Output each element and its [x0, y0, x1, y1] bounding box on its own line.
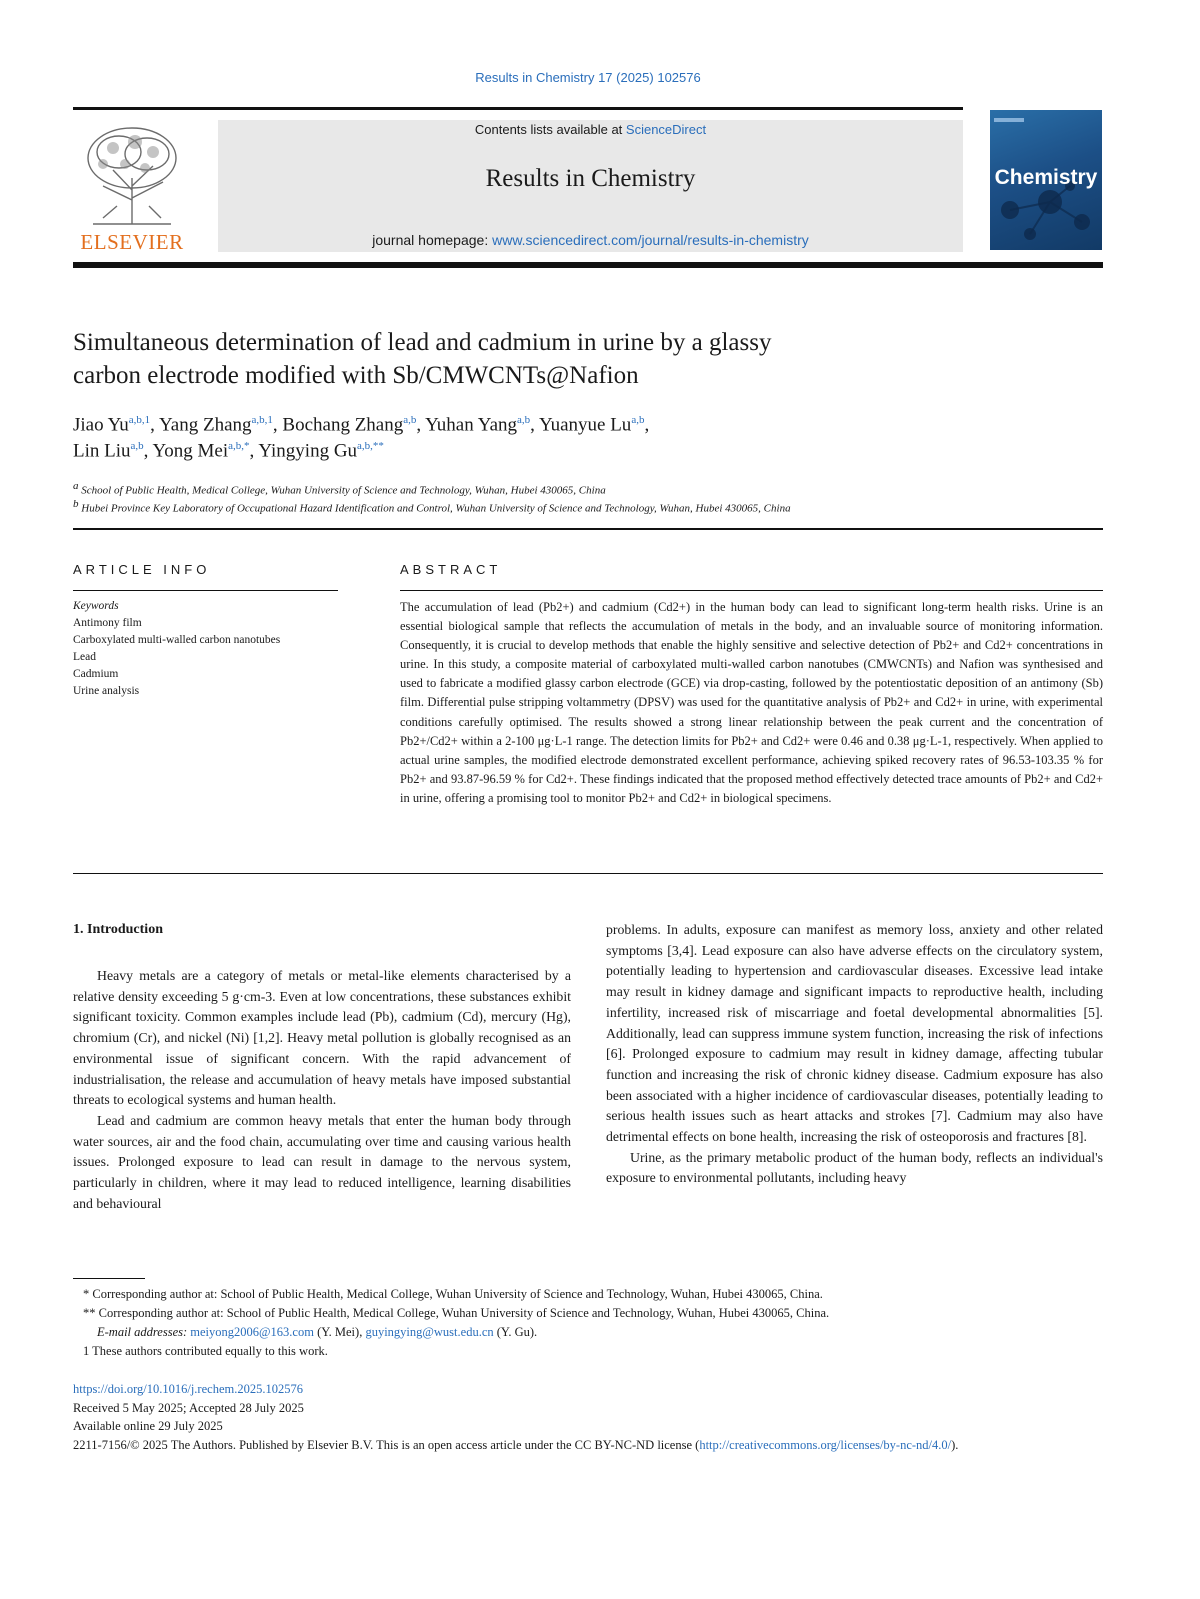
keyword-item: Cadmium — [73, 668, 119, 680]
sciencedirect-link[interactable]: ScienceDirect — [625, 122, 707, 137]
journal-homepage-link[interactable]: www.sciencedirect.com/journal/results-in-chemistry — [492, 232, 809, 248]
received-dates: Received 5 May 2025; Accepted 28 July 2025 — [73, 1400, 304, 1415]
intro-paragraph: problems. In adults, exposure can manifest as memory loss, anxiety and other related symptoms [3,4]. Lead exposure can also have adverse effects on the circulatory system, potentially leading to hypertension and cardiovascular diseases. Excessive lead intake may result in kidney damage and significant impacts to reproductive health, including infertility, increased risk of miscarriage and foetal developmental abnormalities [5]. Additionally, lead can suppress immune system function, increasing the risk of infections [6]. Prolonged exposure to cadmium may result in kidney damage, affecting tubular function and increasing the risk of chronic kidney disease. Cadmium exposure has also been associated with a higher incidence of cardiovascular diseases, potentially leading to serious health issues such as heart attacks and strokes [7]. Cadmium may also have detrimental effects on bone health, increasing the risk of osteoporosis and fractures [8]. — [606, 922, 1103, 1145]
keywords-list — [73, 598, 338, 700]
contents-line — [218, 122, 963, 137]
keywords-label: Keywords — [73, 600, 119, 612]
author-separator: , — [150, 414, 159, 436]
title-line-2: carbon electrode modified with Sb/CMWCNTs@Nafion — [73, 362, 639, 389]
author-name[interactable]: Bochang Zhang — [282, 414, 404, 436]
affiliation-mark: a — [73, 480, 79, 492]
abstract-text: The accumulation of lead (Pb2+) and cadmium (Cd2+) in the human body can lead to significant long-term health risks. Urine is an essential biological sample that reflects the accumulation of metals in the body, and an invaluable source of monitoring information. Consequently, it is crucial to develop methods that enable the highly sensitive and selective detection of Pb2+ and Cd2+ concentrations in urine. In this study, a composite material of carboxylated multi-walled carbon nanotubes (CMWCNTs) and Nafion was synthesised and used to fabricate a modified glassy carbon electrode (GCE) via drop-casting, followed by the potentiostatic deposition of an antimony (Sb) film. Differential pulse stripping voltammetry (DPSV) was used for the quantitative analysis of Pb2+ and Cd2+ in urine, with experimental conditions carefully optimised. The results showed a strong linear relationship between the peak current and the concentration of Pb2+/Cd2+ within a 2-100 μg·L-1 range. The detection limits for Pb2+ and Cd2+ were 0.46 and 0.38 μg·L-1, respectively. When applied to actual urine samples, the modified electrode demonstrated excellent performance, achieving spiked recovery rates of 96.53-103.35 % for Pb2+ and 93.87-96.59 % for Cd2+. These findings indicated that the proposed method effectively detected trace amounts of Pb2+ and Cd2+ in urine, offering a promising tool to monitor Pb2+ and Cd2+ in biological specimens. — [400, 600, 1103, 805]
elsevier-wordmark[interactable]: ELSEVIER — [80, 230, 184, 254]
doi-link[interactable]: https://doi.org/10.1016/j.rechem.2025.102576 — [73, 1382, 303, 1396]
footnotes — [73, 1285, 1103, 1361]
license-text — [73, 1436, 1103, 1455]
title-line-1: Simultaneous determination of lead and cadmium in urine by a glassy — [73, 329, 772, 356]
email-owner-mei: (Y. Mei), — [317, 1325, 363, 1339]
author-affiliation-mark[interactable]: a,b — [130, 440, 144, 452]
license-prefix: 2211-7156/© 2025 The Authors. Published by Elsevier B.V. This is an open access article under the CC BY-NC-ND license ( — [73, 1437, 700, 1452]
footnote-rule — [73, 1278, 145, 1279]
author-affiliation-mark[interactable]: a,b,* — [228, 440, 250, 452]
email-label: E-mail addresses: — [97, 1325, 188, 1339]
author-name[interactable]: Yuhan Yang — [425, 414, 518, 436]
keyword-item: Antimony film — [73, 617, 142, 629]
author-affiliation-mark[interactable]: a,b,1 — [251, 414, 273, 426]
introduction-right-column — [606, 920, 1103, 1189]
author-separator: , — [416, 414, 426, 436]
homepage-line — [218, 232, 963, 248]
license-link[interactable]: http://creativecommons.org/licenses/by-nc-nd/4.0/ — [699, 1437, 952, 1452]
license-suffix: ). — [951, 1437, 959, 1452]
introduction-heading: 1. Introduction — [73, 922, 163, 937]
author-name[interactable]: Yong Mei — [152, 440, 229, 462]
affiliation-mark: b — [73, 498, 79, 510]
author-name[interactable]: Jiao Yu — [73, 414, 129, 436]
authors-line-1 — [73, 414, 649, 436]
affiliation-b — [73, 498, 791, 515]
abstract-rule — [400, 590, 1103, 591]
author-affiliation-mark[interactable]: a,b — [517, 414, 531, 426]
corresponding-author-2: ** Corresponding author at: School of Public Health, Medical College, Wuhan University of Science and Technology, Wuhan, Hubei 430065, China. — [83, 1306, 830, 1320]
author-separator: , — [644, 414, 650, 436]
author-affiliation-mark[interactable]: a,b,** — [357, 440, 384, 452]
intro-paragraph: Urine, as the primary metabolic product of the human body, reflects an individual's exposure to environmental pollutants, including heavy — [606, 1149, 1103, 1186]
author-affiliation-mark[interactable]: a,b,1 — [128, 414, 151, 426]
corresponding-author-1: * Corresponding author at: School of Public Health, Medical College, Wuhan University of Science and Technology, Wuhan, Hubei 430065, China. — [83, 1287, 823, 1301]
cover-title: Chemistry — [994, 166, 1098, 189]
intro-paragraph: Lead and cadmium are common heavy metals that enter the human body through water sources, air and the food chain, accumulating over time and causing various health issues. Prolonged exposure to lead can result in damage to the nervous system, particularly in children, where it may lead to reduced intelligence, learning disabilities and behavioural — [73, 1112, 571, 1211]
email-line — [73, 1323, 1103, 1342]
article-info-heading: ARTICLE INFO — [73, 562, 211, 577]
header-rule-bottom — [73, 262, 1103, 268]
abstract-heading: ABSTRACT — [400, 562, 502, 577]
article-title — [73, 326, 973, 392]
journal-citation[interactable]: Results in Chemistry 17 (2025) 102576 — [475, 70, 701, 85]
author-name[interactable]: Yuanyue Lu — [538, 414, 632, 436]
abstract-bottom-rule — [73, 873, 1103, 874]
available-online: Available online 29 July 2025 — [73, 1419, 223, 1433]
author-affiliation-mark[interactable]: a,b — [631, 414, 645, 426]
keyword-item: Urine analysis — [73, 685, 140, 697]
intro-paragraph: Heavy metals are a category of metals or metal-like elements characterised by a relative density exceeding 5 g·cm-3. Even at low concentrations, these substances exhibit significant toxicity. Common examples include lead (Pb), cadmium (Cd), mercury (Hg), chromium (Cr), and nickel (Ni) [1,2]. Heavy metal pollution is globally recognised as an environmental issue of significant concern. With the rapid advancement of industrialisation, the release and accumulation of heavy metals have imposed substantial threats to ecological systems and human health. — [73, 968, 571, 1108]
introduction-left-column — [73, 966, 571, 1214]
author-separator: , — [143, 440, 153, 462]
journal-name: Results in Chemistry — [485, 165, 696, 192]
author-separator: , — [249, 440, 259, 462]
article-info-rule — [73, 590, 338, 591]
header-rule-top — [73, 107, 963, 110]
equal-contribution-note: 1 These authors contributed equally to this work. — [83, 1344, 328, 1358]
authors-line-2 — [73, 440, 384, 462]
author-name[interactable]: Yang Zhang — [158, 414, 252, 436]
email-link-mei[interactable]: meiyong2006@163.com — [190, 1325, 314, 1339]
email-link-gu[interactable]: guyingying@wust.edu.cn — [365, 1325, 494, 1339]
section-divider — [73, 528, 1103, 530]
author-name[interactable]: Yingying Gu — [258, 440, 358, 462]
keyword-item: Lead — [73, 651, 96, 663]
author-separator: , — [530, 414, 539, 436]
affiliation-text: School of Public Health, Medical College, Wuhan University of Science and Technology, Wuhan, Hubei 430065, China — [81, 484, 606, 497]
email-owner-gu: (Y. Gu). — [496, 1325, 538, 1339]
affiliation-text: Hubei Province Key Laboratory of Occupational Hazard Identification and Control, Wuhan University of Science and Technology, Wuhan, Hubei 430065, China — [81, 502, 791, 515]
keyword-item: Carboxylated multi-walled carbon nanotubes — [73, 634, 281, 646]
affiliation-a — [73, 480, 606, 497]
author-separator: , — [272, 414, 283, 436]
contents-prefix: Contents lists available at — [474, 122, 626, 137]
publication-info — [73, 1380, 1103, 1454]
author-affiliation-mark[interactable]: a,b — [403, 414, 417, 426]
homepage-prefix: journal homepage: — [372, 232, 493, 248]
author-name[interactable]: Lin Liu — [73, 440, 131, 462]
